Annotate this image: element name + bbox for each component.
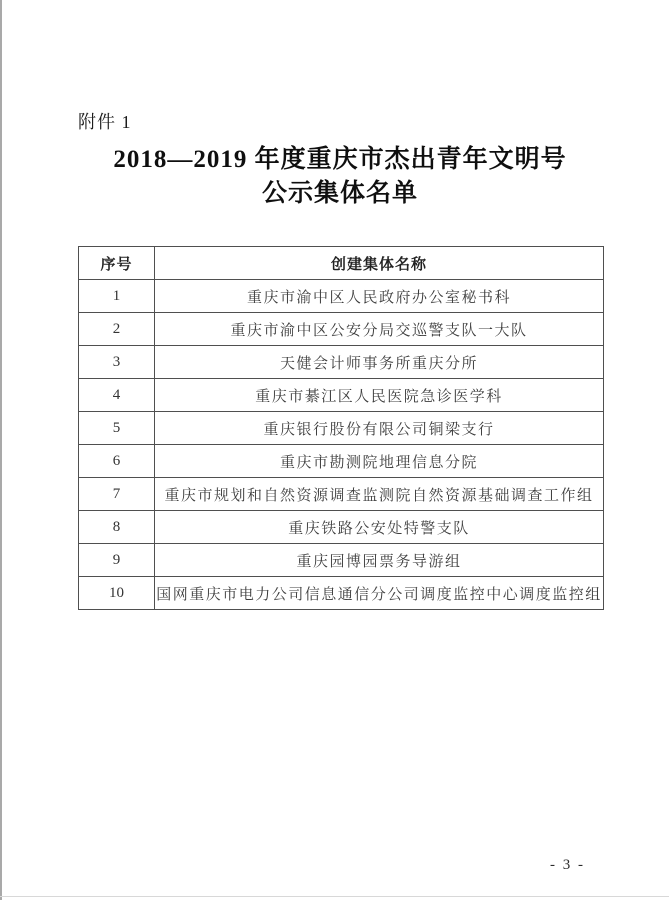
table-header: [79, 247, 604, 280]
row-org-name: 重庆市渝中区公安分局交巡警支队一大队: [155, 313, 604, 346]
row-org-name: 重庆铁路公安处特警支队: [155, 511, 604, 544]
row-number: 6: [79, 445, 155, 478]
table-row: [79, 577, 604, 610]
table-row: [79, 313, 604, 346]
page-number: - 3 -: [550, 857, 585, 873]
table-row: [79, 346, 604, 379]
row-org-name: 天健会计师事务所重庆分所: [155, 346, 604, 379]
table-row: [79, 511, 604, 544]
table-row: [79, 478, 604, 511]
row-org-name: 重庆市规划和自然资源调查监测院自然资源基础调查工作组: [155, 478, 604, 511]
table-row: [79, 412, 604, 445]
collective-roster-table: [78, 246, 604, 610]
row-number: 7: [79, 478, 155, 511]
table-row: [79, 544, 604, 577]
row-org-name: 重庆市勘测院地理信息分院: [155, 445, 604, 478]
row-number: 2: [79, 313, 155, 346]
table-row: [79, 445, 604, 478]
row-number: 9: [79, 544, 155, 577]
scan-edge-bottom: [0, 896, 669, 897]
header-序号: 序号: [79, 247, 155, 280]
row-org-name: 重庆市綦江区人民医院急诊医学科: [155, 379, 604, 412]
document-title-line1: 2018—2019 年度重庆市杰出青年文明号: [113, 146, 567, 173]
row-org-name: 重庆市渝中区人民政府办公室秘书科: [155, 280, 604, 313]
table-header-row: [79, 247, 604, 280]
table-row: [79, 280, 604, 313]
header-创建集体名称: 创建集体名称: [155, 247, 604, 280]
scan-edge-left: [0, 0, 2, 900]
row-number: 4: [79, 379, 155, 412]
attachment-label: 附件 1: [78, 112, 132, 132]
document-title-line2: 公示集体名单: [261, 180, 418, 207]
table-row: [79, 379, 604, 412]
table-body: [79, 280, 604, 610]
row-org-name: 重庆银行股份有限公司铜梁支行: [155, 412, 604, 445]
row-number: 5: [79, 412, 155, 445]
row-number: 10: [79, 577, 155, 610]
row-number: 3: [79, 346, 155, 379]
row-org-name: 国网重庆市电力公司信息通信分公司调度监控中心调度监控组: [155, 577, 604, 610]
document-title: [40, 143, 640, 211]
row-number: 8: [79, 511, 155, 544]
row-org-name: 重庆园博园票务导游组: [155, 544, 604, 577]
row-number: 1: [79, 280, 155, 313]
